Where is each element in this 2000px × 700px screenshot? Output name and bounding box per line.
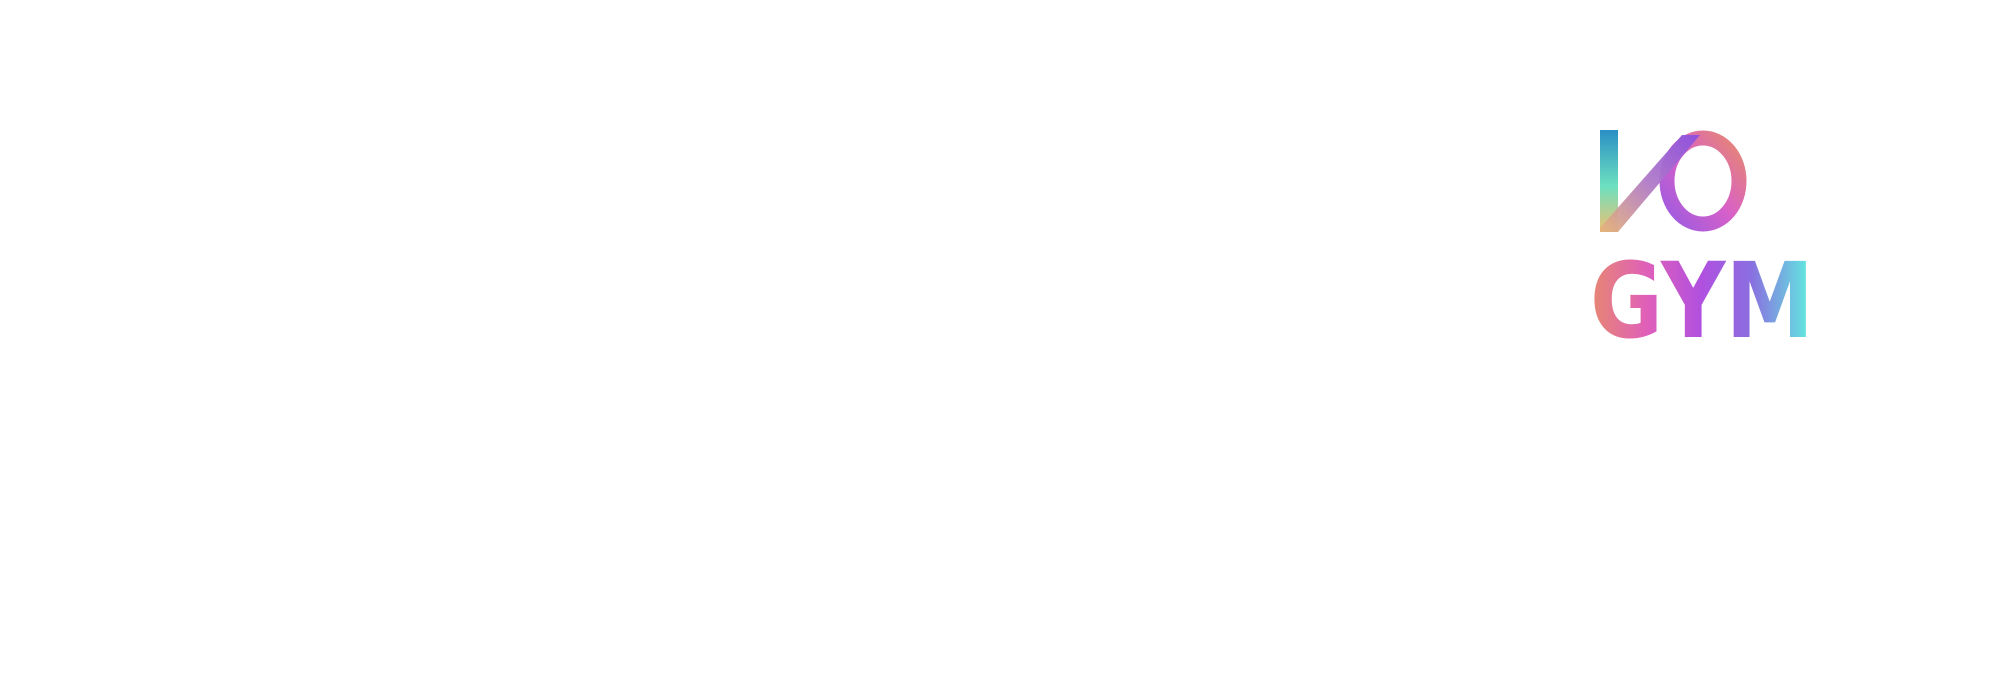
brand-logo [1590, 125, 1830, 355]
logo-graphic [1590, 125, 1830, 355]
logo-name: GYM [1590, 240, 1814, 355]
